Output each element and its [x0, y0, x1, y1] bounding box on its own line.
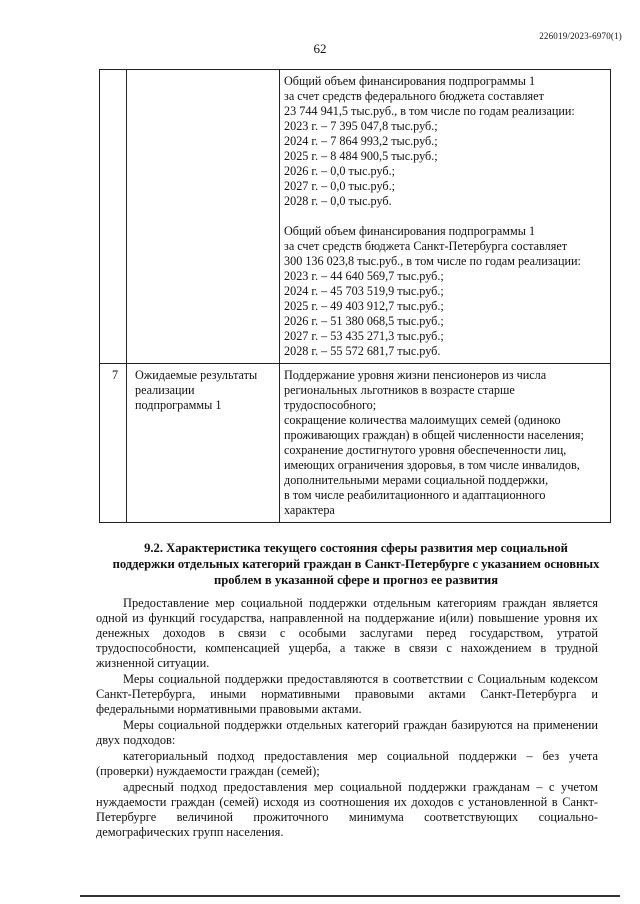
regional-line: 2028 г. – 55 572 681,7 тыс.руб.: [284, 344, 441, 358]
financing-text: [280, 70, 610, 363]
paragraph: Меры социальной поддержки отдельных категорий граждан базируются на применении двух подходов:: [96, 718, 598, 747]
row-label-line: реализации: [135, 383, 195, 397]
bottom-scan-line: [80, 895, 620, 897]
section-title: [96, 540, 616, 588]
regional-line: 2024 г. – 45 703 519,9 тыс.руб.;: [284, 284, 444, 298]
result-line: проживающих граждан) в общей численности населения;: [284, 428, 584, 442]
expected-results-cell: [280, 364, 611, 523]
result-line: сохранение достигнутого уровня обеспеченности лиц,: [284, 443, 567, 457]
regional-line: 300 136 023,8 тыс.руб., в том числе по годам реализации:: [284, 254, 581, 268]
regional-line: 2026 г. – 51 380 068,5 тыс.руб.;: [284, 314, 444, 328]
section-title-line: проблем в указанной сфере и прогноз ее развития: [213, 573, 499, 587]
federal-line: 2024 г. – 7 864 993,2 тыс.руб.;: [284, 134, 438, 148]
row-number-cell-empty: [100, 70, 127, 364]
regional-line: Общий объем финансирования подпрограммы 1: [284, 224, 536, 238]
regional-line: за счет средств бюджета Санкт-Петербурга составляет: [284, 239, 568, 253]
section-title-line: 9.2. Характеристика текущего состояния сферы развития мер социальной: [144, 541, 568, 555]
paragraph: Предоставление мер социальной поддержки отдельным категориям граждан является одной из функций государства, направленной на поддержание и(или) повышение уровня их денежных доходов в связи с особыми заслугами перед государством, утратой трудоспособности, компенсацией ущерба, а также в связи с нахождением в трудной жизненной ситуации.: [96, 596, 598, 670]
paragraph: адресный подход предоставления мер социальной поддержки гражданам – с учетом нуждаемости граждан (семей) исходя из соотношения их доходов с установленной в Санкт-Петербурге величиной прожиточного минимума соответствующих социально-демографических групп населения.: [96, 780, 598, 839]
result-line: сокращение количества малоимущих семей (одиноко: [284, 413, 561, 427]
result-line: дополнительными мерами социальной поддержки,: [284, 473, 549, 487]
result-line: региональных льготников в возрасте старше: [284, 383, 515, 397]
result-line: имеющих ограничения здоровья, в том числе инвалидов,: [284, 458, 580, 472]
result-line: Поддержание уровня жизни пенсионеров из числа: [284, 368, 547, 382]
table-row-financing: [100, 70, 611, 364]
federal-line: 23 744 941,5 тыс.руб., в том числе по годам реализации:: [284, 104, 575, 118]
row-label-cell-empty: [127, 70, 280, 364]
page-number: 62: [313, 41, 327, 56]
section-body: [96, 596, 598, 840]
result-line: характера: [284, 503, 335, 517]
passport-table: [99, 69, 611, 523]
regional-line: 2025 г. – 49 403 912,7 тыс.руб.;: [284, 299, 444, 313]
result-line: в том числе реабилитационного и адаптационного: [284, 488, 546, 502]
table-row-7: [100, 364, 611, 523]
row-label-line: Ожидаемые результаты: [135, 368, 258, 382]
paragraph: категориальный подход предоставления мер социальной поддержки – без учета (проверки) нуждаемости граждан (семей);: [96, 749, 598, 778]
row-number-cell: [100, 364, 127, 523]
spacer: [284, 209, 606, 224]
federal-line: 2026 г. – 0,0 тыс.руб.;: [284, 164, 396, 178]
row-label-line: подпрограммы 1: [135, 398, 222, 412]
row-label: [127, 364, 279, 413]
document-number: 226019/2023-6970(1): [539, 31, 622, 41]
federal-line: 2027 г. – 0,0 тыс.руб.;: [284, 179, 396, 193]
result-line: трудоспособного;: [284, 398, 377, 412]
section-title-line: поддержки отдельных категорий граждан в Санкт-Петербурге с указанием основных: [112, 557, 600, 571]
regional-line: 2023 г. – 44 640 569,7 тыс.руб.;: [284, 269, 444, 283]
expected-results-text: [280, 364, 610, 522]
row-label-cell: [127, 364, 280, 523]
regional-line: 2027 г. – 53 435 271,3 тыс.руб.;: [284, 329, 444, 343]
federal-line: 2028 г. – 0,0 тыс.руб.: [284, 194, 392, 208]
federal-line: 2023 г. – 7 395 047,8 тыс.руб.;: [284, 119, 438, 133]
financing-cell: [280, 70, 611, 364]
paragraph: Меры социальной поддержки предоставляются в соответствии с Социальным кодексом Санкт-Петербурга, иными нормативными правовыми актами Санкт-Петербурга и федеральными нормативными правовыми актами.: [96, 672, 598, 716]
federal-line: 2025 г. – 8 484 900,5 тыс.руб.;: [284, 149, 438, 163]
federal-line: Общий объем финансирования подпрограммы 1: [284, 74, 536, 88]
federal-line: за счет средств федерального бюджета составляет: [284, 89, 544, 103]
row-number: 7: [112, 368, 119, 382]
